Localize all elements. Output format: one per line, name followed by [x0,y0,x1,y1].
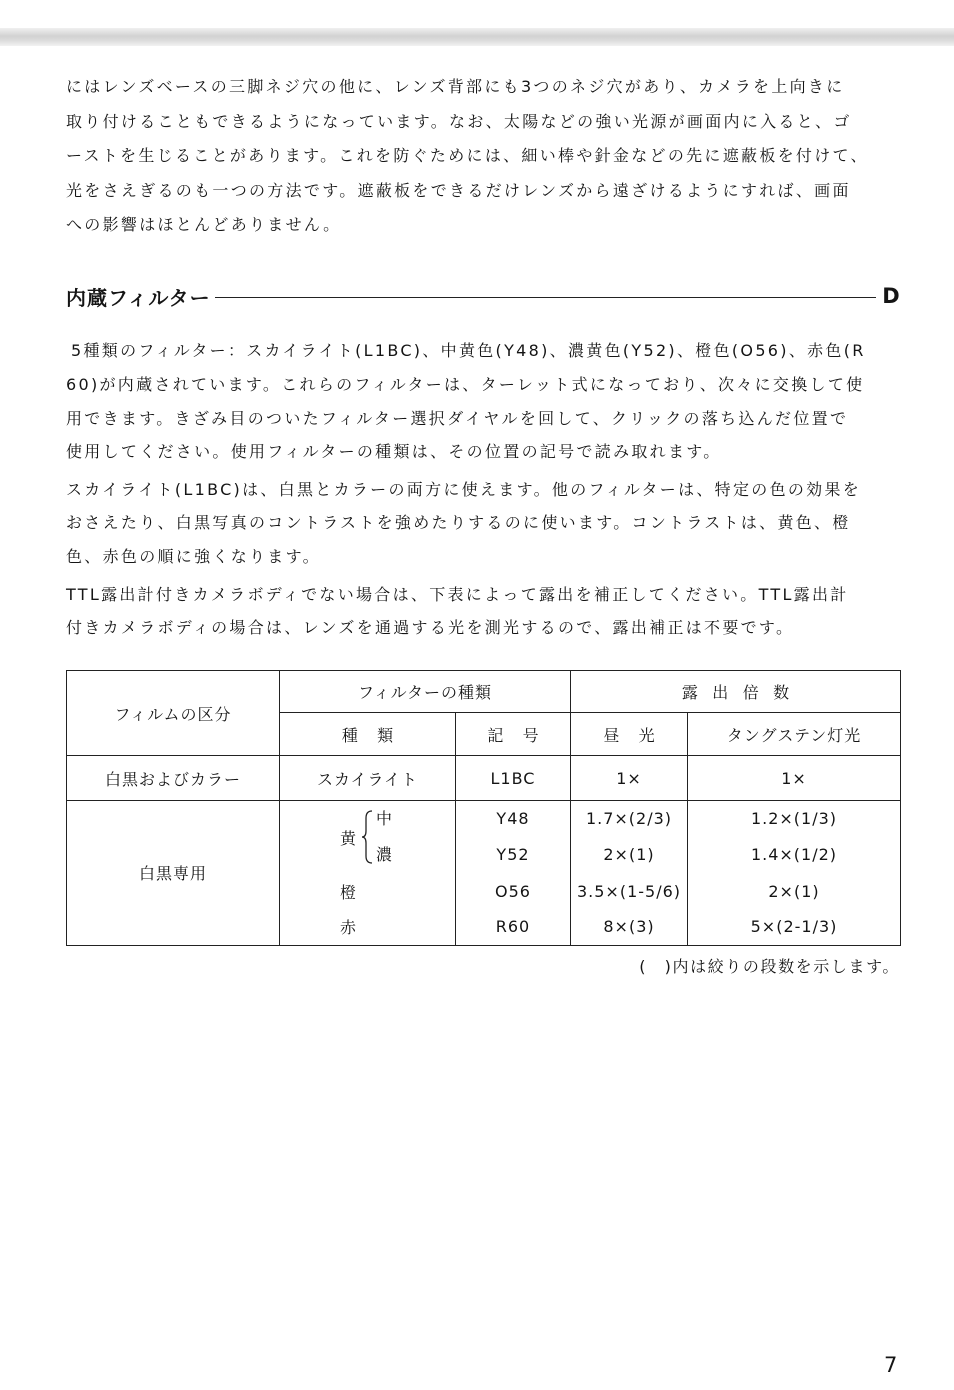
paragraph-ttl [66,578,926,646]
header-filter-type: フィルターの種類 [280,671,571,713]
symbol-cell: Y52 [456,837,571,873]
page-number: 7 [884,1353,898,1377]
paragraph-skylight [66,473,926,574]
body-line: 使用してください。使用フィルターの種類は、その位置の記号で読み取れます。 [66,442,722,462]
body-line: TTL露出計付きカメラボディでない場合は、下表によって露出を補正してください。TTL露出計 [66,584,849,604]
symbol-cell: L1BC [456,756,571,801]
header-daylight: 昼光 [571,713,688,756]
section-body [66,334,926,645]
body-line: おさえたり、白黒写真のコントラストを強めたりするのに使います。コントラストは、黄色、橙 [66,513,851,533]
scan-shadow-band [0,28,954,46]
table-row [67,756,901,801]
daylight-cell: 1.7×(2/3) [571,801,688,837]
body-line: 付きカメラボディの場合は、レンズを通過する光を測光するので、露出補正は不要です。 [66,618,795,638]
body-line: 色、赤色の順に強くなります。 [66,547,321,567]
yellow-subtypes [376,801,393,873]
section-rule [215,297,876,298]
kind-orange: 橙 [280,873,456,909]
daylight-cell: 8×(3) [571,909,688,945]
tungsten-cell: 1.2×(1/3) [688,801,901,837]
section-title: 内蔵フィルター [66,285,211,310]
intro-line: 取り付けることもできるようになっています。なお、太陽などの強い光源が画面内に入ると、ゴ [66,111,852,131]
body-line: 5種類のフィルター：スカイライト(L1BC)、中黄色(Y48)、濃黄色(Y52)、橙色(O56)、赤色(R [71,341,866,360]
table-header-row [67,671,901,713]
daylight-cell: 3.5×(1-5/6) [571,873,688,909]
tungsten-cell: 5×(2-1/3) [688,909,901,945]
intro-line: への影響はほとんどありません。 [66,215,342,234]
header-tungsten: タングステン灯光 [688,713,901,756]
header-film-category: フィルムの区分 [67,671,280,756]
body-line: 60)が内蔵されています。これらのフィルターは、ターレット式になっており、次々に交換して使 [66,374,865,394]
table-row [67,801,901,837]
curly-brace [361,810,373,864]
daylight-cell: 2×(1) [571,837,688,873]
kind-yellow-deep: 濃 [376,845,394,864]
symbol-cell: Y48 [456,801,571,837]
header-symbol: 記号 [456,713,571,756]
intro-line: 光をさえぎるのも一つの方法です。遮蔽板をできるだけレンズから遠ざけるようにすれば、画面 [66,180,851,200]
tungsten-cell: 2×(1) [688,873,901,909]
paragraph-filters [66,334,926,469]
intro-line: ーストを生じることがあります。これを防ぐためには、細い棒や針金などの先に遮蔽板を付けて、 [66,146,869,165]
symbol-cell: R60 [456,909,571,945]
symbol-cell: O56 [456,873,571,909]
yellow-group [280,801,455,873]
body-line: スカイライト(L1BC)は、白黒とカラーの両方に使えます。他のフィルターは、特定の色の効果を [66,479,862,499]
body-line: 用できます。きざみ目のついたフィルター選択ダイヤルを回して、クリックの落ち込んだ位置で [66,408,849,428]
kind-skylight: スカイライト [280,756,456,801]
film-bw-only: 白黒専用 [67,801,280,946]
header-exposure-factor: 露出倍数 [571,671,901,713]
header-kind: 種類 [280,713,456,756]
table-footnote: ( )内は絞りの段数を示します。 [639,957,900,976]
daylight-cell: 1× [571,756,688,801]
section-heading [66,281,900,311]
intro-paragraph [66,70,926,243]
kind-red: 赤 [280,909,456,945]
kind-yellow: 黄 [340,828,358,848]
intro-line: にはレンズベースの三脚ネジ穴の他に、レンズ背部にも3つのネジ穴があり、カメラを上向きに [66,77,845,96]
tungsten-cell: 1.4×(1/2) [688,837,901,873]
tungsten-cell: 1× [688,756,901,801]
kind-yellow-medium: 中 [376,809,394,828]
section-marker: D [882,284,900,308]
kind-yellow-group [280,801,456,874]
filter-table [66,670,901,946]
film-color: 白黒およびカラー [67,756,280,801]
